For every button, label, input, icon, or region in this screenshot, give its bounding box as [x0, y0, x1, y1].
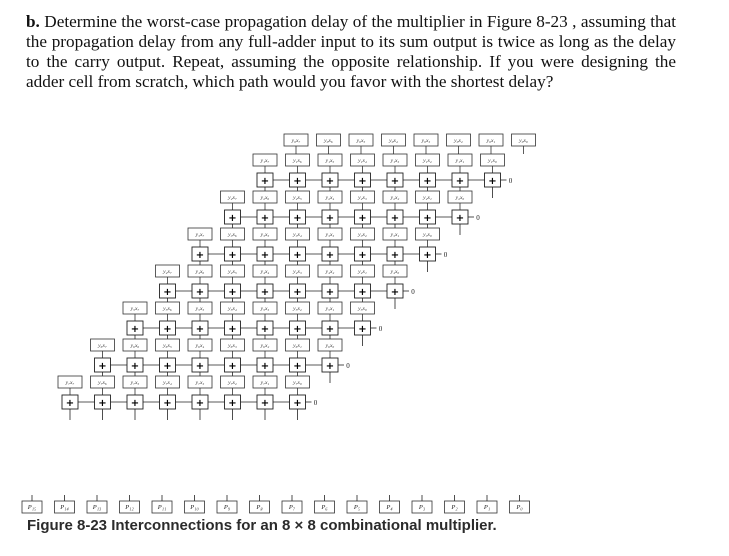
partial-product-label: y₁x₂ — [423, 158, 432, 164]
full-adder-plus: + — [228, 324, 237, 335]
full-adder-plus: + — [228, 287, 237, 298]
partial-product-label: y₁x₁ — [455, 158, 465, 164]
partial-product-label: y₅x₀ — [358, 306, 367, 312]
partial-product-label: y₂x₀ — [455, 195, 465, 201]
product-output-label: P₁₄ — [60, 504, 69, 511]
partial-product-label: y₂x₁ — [423, 195, 432, 201]
partial-product-label: y₁x₃ — [390, 158, 400, 164]
full-adder-plus: + — [423, 176, 432, 187]
partial-product-label: y₆x₁ — [293, 343, 302, 349]
partial-product-label: y₇x₆ — [98, 380, 107, 386]
full-adder-plus: + — [195, 287, 205, 298]
product-output-label: P₆ — [321, 504, 328, 511]
full-adder-plus: + — [358, 213, 367, 224]
full-adder-plus: + — [260, 176, 270, 187]
product-output-label: P₂ — [451, 504, 458, 511]
partial-product-label: y₅x₄ — [228, 306, 237, 312]
partial-product-label: y₇x₂ — [228, 380, 237, 386]
carry-in-zero: 0 — [508, 177, 513, 185]
full-adder-plus: + — [130, 324, 140, 335]
partial-product-label: y₂x₂ — [390, 195, 400, 201]
partial-product-label: y₀x₃ — [421, 138, 431, 144]
partial-product-label: y₀x₅ — [356, 138, 366, 144]
full-adder-plus: + — [325, 287, 335, 298]
partial-product-label: y₆x₀ — [325, 343, 335, 349]
partial-product-label: y₄x₀ — [390, 269, 400, 275]
full-adder-plus: + — [488, 176, 497, 187]
partial-product-label: y₇x₀ — [293, 380, 302, 386]
full-adder-plus: + — [260, 324, 270, 335]
full-adder-plus: + — [163, 324, 172, 335]
partial-product-label: y₃x₅ — [260, 232, 270, 238]
partial-product-label: y₃x₀ — [423, 232, 432, 238]
partial-product-label: y₂x₆ — [260, 195, 270, 201]
partial-product-label: y₃x₇ — [195, 232, 205, 238]
full-adder-plus: + — [358, 176, 367, 187]
full-adder-plus: + — [325, 213, 335, 224]
full-adder-plus: + — [293, 361, 302, 372]
carry-in-zero: 0 — [378, 325, 383, 333]
full-adder-plus: + — [293, 398, 302, 409]
partial-product-label: y₄x₆ — [195, 269, 205, 275]
partial-product-label: y₄x₁ — [358, 269, 367, 275]
full-adder-plus: + — [130, 361, 140, 372]
carry-in-zero: 0 — [443, 251, 448, 259]
carry-in-zero: 0 — [476, 214, 480, 222]
carry-in-zero: 0 — [346, 362, 350, 370]
partial-product-label: y₇x₄ — [163, 380, 172, 386]
partial-product-label: y₀x₂ — [454, 138, 463, 144]
partial-product-label: y₃x₁ — [390, 232, 400, 238]
full-adder-plus: + — [293, 287, 302, 298]
full-adder-plus: + — [325, 176, 335, 187]
full-adder-plus: + — [293, 176, 302, 187]
partial-product-label: y₅x₂ — [293, 306, 302, 312]
full-adder-plus: + — [423, 250, 432, 261]
partial-product-label: y₇x₇ — [65, 380, 75, 386]
full-adder-plus: + — [260, 398, 270, 409]
partial-product-label: y₄x₇ — [163, 269, 172, 275]
partial-product-label: y₀x₆ — [324, 138, 333, 144]
partial-product-label: y₄x₂ — [325, 269, 335, 275]
product-output-label: P₃ — [418, 504, 426, 511]
full-adder-plus: + — [358, 287, 367, 298]
partial-product-label: y₆x₂ — [260, 343, 270, 349]
full-adder-plus: + — [228, 250, 237, 261]
partial-product-label: y₂x₄ — [325, 195, 335, 201]
full-adder-plus: + — [65, 398, 75, 409]
full-adder-plus: + — [130, 398, 140, 409]
full-adder-plus: + — [293, 250, 302, 261]
product-output-label: P₅ — [353, 504, 361, 511]
partial-product-label: y₄x₄ — [260, 269, 270, 275]
full-adder-plus: + — [195, 324, 205, 335]
full-adder-plus: + — [260, 287, 270, 298]
partial-product-label: y₅x₅ — [195, 306, 205, 312]
full-adder-plus: + — [390, 213, 400, 224]
partial-product-label: y₂x₃ — [358, 195, 367, 201]
product-output-label: P₁₃ — [92, 504, 102, 511]
full-adder-plus: + — [260, 213, 270, 224]
partial-product-label: y₆x₄ — [195, 343, 205, 349]
partial-product-label: y₁x₄ — [358, 158, 367, 164]
partial-product-label: y₆x₅ — [163, 343, 172, 349]
partial-product-label: y₇x₃ — [195, 380, 205, 386]
partial-product-label: y₅x₆ — [163, 306, 172, 312]
full-adder-plus: + — [390, 176, 400, 187]
full-adder-plus: + — [325, 250, 335, 261]
full-adder-plus: + — [228, 398, 237, 409]
full-adder-plus: + — [423, 213, 432, 224]
full-adder-plus: + — [260, 250, 270, 261]
partial-product-label: y₀x₄ — [389, 138, 398, 144]
product-output-label: P₁₂ — [125, 504, 134, 511]
partial-product-label: y₃x₃ — [325, 232, 335, 238]
full-adder-plus: + — [195, 250, 205, 261]
partial-product-label: y₀x₇ — [291, 138, 301, 144]
full-adder-plus: + — [163, 398, 172, 409]
full-adder-plus: + — [163, 287, 172, 298]
full-adder-plus: + — [195, 361, 205, 372]
partial-product-label: y₄x₃ — [293, 269, 302, 275]
carry-in-zero: 0 — [411, 288, 415, 296]
partial-product-label: y₁x₅ — [325, 158, 335, 164]
full-adder-plus: + — [455, 213, 465, 224]
product-output-label: P₈ — [256, 504, 263, 511]
product-output-label: P₀ — [516, 504, 523, 511]
partial-product-label: y₃x₆ — [228, 232, 237, 238]
full-adder-plus: + — [325, 324, 335, 335]
partial-product-label: y₆x₇ — [98, 343, 107, 349]
full-adder-plus: + — [293, 213, 302, 224]
partial-product-label: y₁x₀ — [488, 158, 497, 164]
partial-product-label: y₀x₁ — [486, 138, 496, 144]
partial-product-label: y₀x₀ — [519, 138, 528, 144]
full-adder-plus: + — [163, 361, 172, 372]
partial-product-label: y₆x₃ — [228, 343, 237, 349]
full-adder-plus: + — [325, 361, 335, 372]
partial-product-label: y₇x₁ — [260, 380, 270, 386]
partial-product-label: y₁x₆ — [293, 158, 302, 164]
question-body: Determine the worst-case propagation delay of the multiplier in Figure 8-23 , assuming that the propagation delay from any full-adder input to its sum output is twice as long as the delay to the carry output. Repeat, assuming the opposite relationship. If you were designing the adder cell from scratch, which path would you favor with the shortest delay? — [26, 12, 677, 91]
partial-product-label: y₁x₇ — [260, 158, 270, 164]
partial-product-label: y₂x₇ — [228, 195, 237, 201]
full-adder-plus: + — [260, 361, 270, 372]
partial-product-label: y₅x₃ — [260, 306, 270, 312]
figure-caption: Figure 8-23 Interconnections for an 8 × 8 combinational multiplier. — [27, 517, 497, 534]
partial-product-label: y₅x₁ — [325, 306, 335, 312]
partial-product-label: y₃x₂ — [358, 232, 367, 238]
partial-product-label: y₄x₅ — [228, 269, 237, 275]
product-output-label: P₁₁ — [157, 504, 167, 511]
product-output-label: P₇ — [288, 504, 296, 511]
partial-product-label: y₃x₄ — [293, 232, 302, 238]
product-output-label: P₁₀ — [190, 504, 199, 511]
partial-product-label: y₆x₆ — [130, 343, 140, 349]
partial-product-label: y₅x₇ — [130, 306, 140, 312]
partial-product-label: y₂x₅ — [293, 195, 302, 201]
full-adder-plus: + — [390, 287, 400, 298]
full-adder-plus: + — [358, 250, 367, 261]
product-output-label: P₁ — [483, 504, 491, 511]
full-adder-plus: + — [195, 398, 205, 409]
full-adder-plus: + — [98, 361, 107, 372]
full-adder-plus: + — [228, 213, 237, 224]
full-adder-plus: + — [98, 398, 107, 409]
full-adder-plus: + — [293, 324, 302, 335]
full-adder-plus: + — [358, 324, 367, 335]
product-output-label: P₁₅ — [27, 504, 37, 511]
question-part-label: b. — [26, 12, 40, 31]
full-adder-plus: + — [228, 361, 237, 372]
product-output-label: P₄ — [386, 504, 393, 511]
product-output-label: P₉ — [223, 504, 231, 511]
carry-in-zero: 0 — [313, 399, 318, 407]
full-adder-plus: + — [390, 250, 400, 261]
partial-product-label: y₇x₅ — [130, 380, 140, 386]
full-adder-plus: + — [455, 176, 465, 187]
